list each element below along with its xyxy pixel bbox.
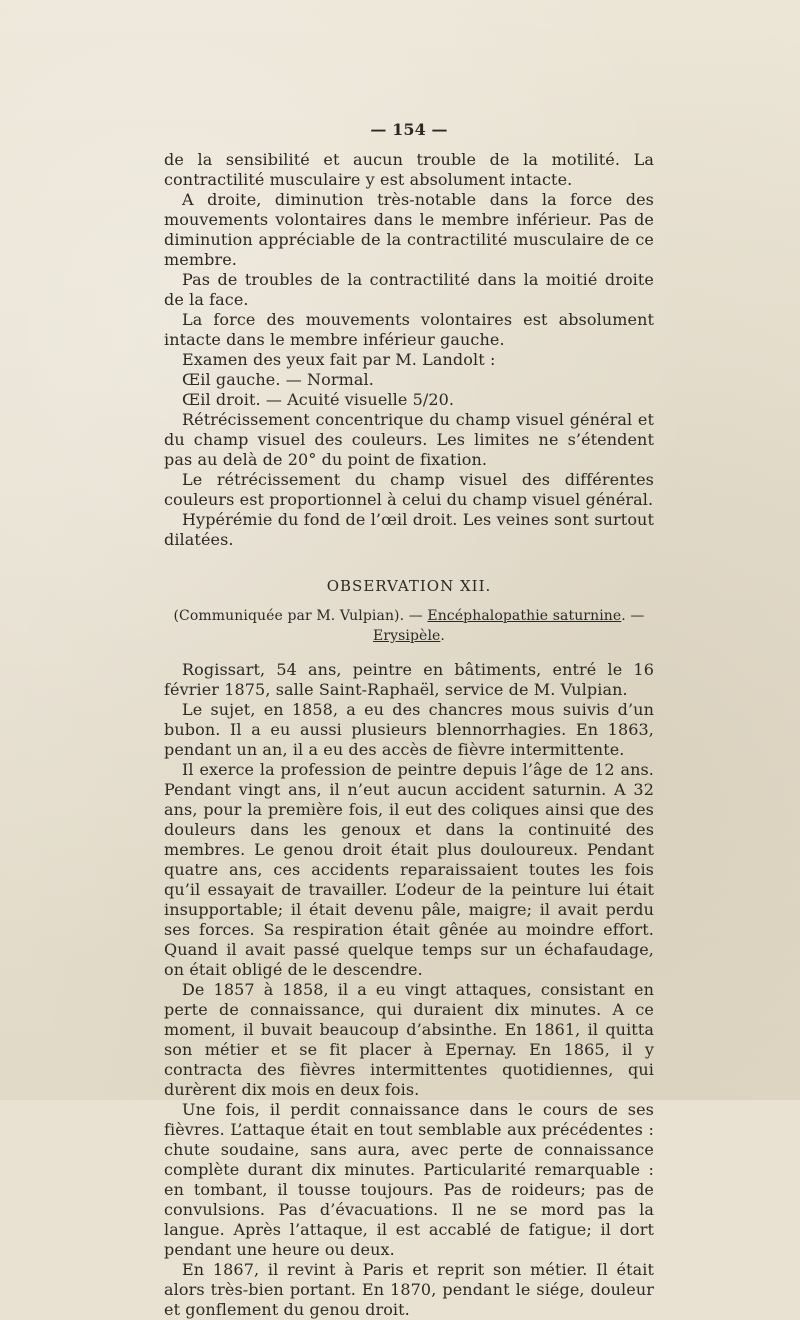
section-gap [164, 550, 654, 568]
observation-subtitle [164, 606, 654, 646]
observation-subtitle-prefix: (Communiquée par M. Vulpian). — [173, 608, 428, 624]
paragraph: De 1857 à 1858, il a eu vingt attaques, consistant en perte de connaissance, qui duraient dix minutes. A ce moment, il buvait beaucoup d’absinthe. En 1861, il quitta son métier et se fit placer à Epernay. En 1865, il y contracta des fièvres intermittentes quotidiennes, qui durèrent dix mois en deux fois. [164, 980, 654, 1099]
paragraph: Rétrécissement concentrique du champ visuel général et du champ visuel des couleurs. Les limites ne s’étendent pas au delà de 20° du point de fixation. [164, 410, 654, 469]
paragraph: Hypérémie du fond de l’œil droit. Les veines sont surtout dilatées. [164, 510, 654, 549]
observation-title: OBSERVATION XII. [326, 577, 492, 595]
paragraph: Pas de troubles de la contractilité dans la moitié droite de la face. [164, 270, 654, 309]
observation-subtitle-diagnosis-2: Erysipèle [373, 628, 441, 644]
paragraph: Le sujet, en 1858, a eu des chancres mous suivis d’un bubon. Il a eu aussi plusieurs blennorrhagies. En 1863, pendant un an, il a eu des accès de fièvre intermittente. [164, 700, 654, 759]
paragraph: Œil gauche. — Normal. [182, 370, 374, 389]
observation-subtitle-separator: . — [621, 608, 645, 624]
observation-subtitle-suffix: . [440, 628, 445, 644]
paragraph: Œil droit. — Acuité visuelle 5/20. [182, 390, 455, 409]
paragraph: Rogissart, 54 ans, peintre en bâtiments, entré le 16 février 1875, salle Saint-Raphaël, service de M. Vulpian. [164, 660, 654, 699]
page-number: — 154 — [370, 120, 448, 139]
text-column [164, 120, 654, 1320]
paragraph: En 1867, il revint à Paris et reprit son métier. Il était alors très-bien portant. En 1870, pendant le siége, douleur et gonflement du genou droit. [164, 1260, 654, 1319]
paragraph: de la sensibilité et aucun trouble de la motilité. La contractilité musculaire y est absolument intacte. [164, 150, 654, 189]
paragraph: Une fois, il perdit connaissance dans le cours de ses fièvres. L’attaque était en tout semblable aux précédentes : chute soudaine, sans aura, avec perte de connaissance complète durant dix minutes. Particularité remarquable : en tombant, il tousse toujours. Pas de roideurs; pas de convulsions. Pas d’évacuations. Il ne se mord pas la langue. Après l’attaque, il est accablé de fatigue; il dort pendant une heure ou deux. [164, 1100, 654, 1259]
observation-subtitle-diagnosis-1: Encéphalopathie saturnine [427, 608, 622, 624]
paragraph: Le rétrécissement du champ visuel des différentes couleurs est proportionnel à celui du champ visuel général. [164, 470, 654, 509]
paragraph: Examen des yeux fait par M. Landolt : [182, 350, 496, 369]
paragraph: Il exerce la profession de peintre depuis l’âge de 12 ans. Pendant vingt ans, il n’eut aucun accident saturnin. A 32 ans, pour la première fois, il eut des coliques ainsi que des douleurs dans les genoux et dans la continuité des membres. Le genou droit était plus douloureux. Pendant quatre ans, ces accidents reparaissaient toutes les fois qu’il essayait de travailler. L’odeur de la peinture lui était insupportable; il était devenu pâle, maigre; il avait perdu ses forces. Sa respiration était gênée au moindre effort. Quand il avait passé quelque temps sur un échafaudage, on était obligé de le descendre. [164, 760, 654, 979]
paragraph: La force des mouvements volontaires est absolument intacte dans le membre inférieur gauche. [164, 310, 654, 349]
paragraph: A droite, diminution très-notable dans la force des mouvements volontaires dans le membre inférieur. Pas de diminution appréciable de la contractilité musculaire de ce membre. [164, 190, 654, 269]
